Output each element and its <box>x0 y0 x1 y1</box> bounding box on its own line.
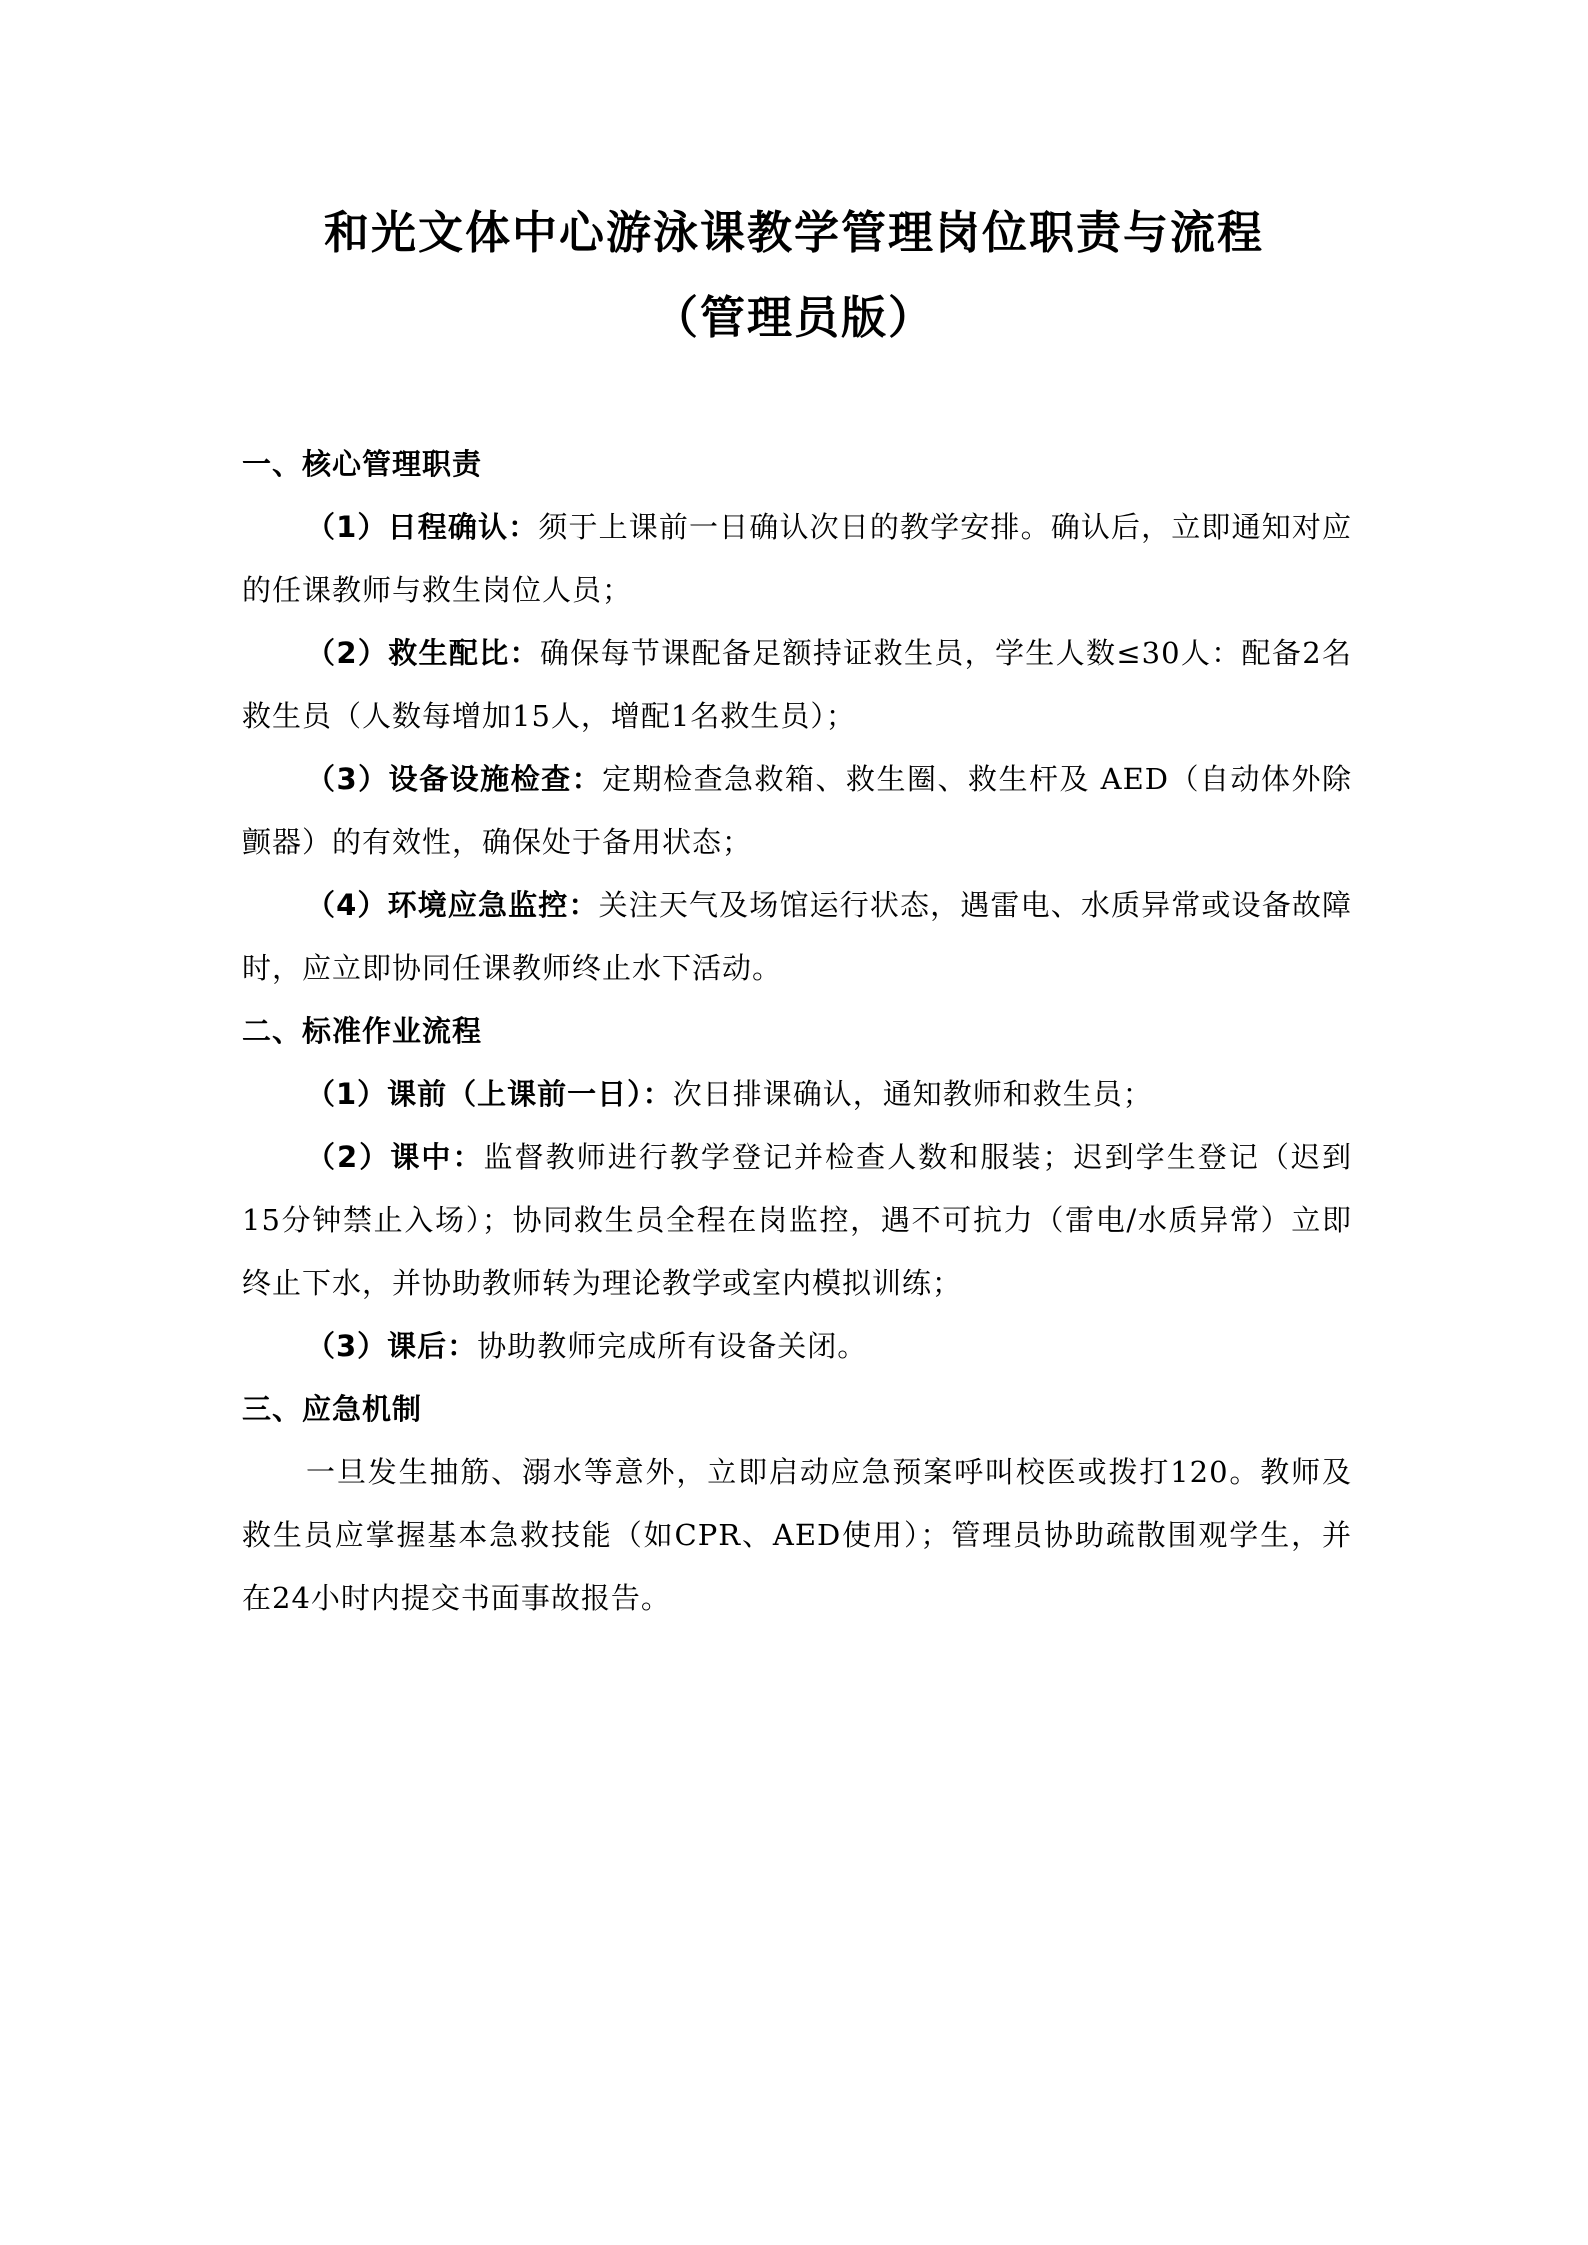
item-text: 一旦发生抽筋、溺水等意外，立即启动应急预案呼叫校医或拨打120。教师及救生员应掌握基本急救技能（如CPR、AED使用）；管理员协助疏散围观学生，并在24小时内提交书面事故报告。 <box>242 1455 1352 1615</box>
list-item <box>242 622 1352 748</box>
list-item <box>242 1315 1352 1378</box>
item-lead: （3）设备设施检查： <box>306 762 603 796</box>
section-heading: 一、核心管理职责 <box>242 447 483 481</box>
item-lead: （2）救生配比： <box>306 636 540 670</box>
list-item <box>242 1063 1352 1126</box>
list-item <box>242 874 1352 1000</box>
list-item <box>242 748 1352 874</box>
item-text: 协助教师完成所有设备关闭。 <box>477 1329 868 1363</box>
item-lead: （3）课后： <box>306 1329 478 1363</box>
item-lead: （2）课中： <box>306 1140 484 1174</box>
item-text: 监督教师进行教学登记并检查人数和服装；迟到学生登记（迟到15分钟禁止入场）；协同救生员全程在岗监控，遇不可抗力（雷电/水质异常）立即终止下水，并协助教师转为理论教学或室内模拟训练； <box>242 1140 1352 1300</box>
document-subtitle: （管理员版） <box>652 291 935 344</box>
item-text: 须于上课前一日确认次日的教学安排。确认后，立即通知对应的任课教师与救生岗位人员； <box>242 510 1352 607</box>
section-heading: 三、应急机制 <box>242 1392 423 1426</box>
list-item <box>242 1126 1352 1315</box>
document-title: 和光文体中心游泳课教学管理岗位职责与流程 <box>323 206 1264 259</box>
item-text: 定期检查急救箱、救生圈、救生杆及 AED（自动体外除颤器）的有效性，确保处于备用状态； <box>242 762 1352 859</box>
list-item <box>242 1441 1352 1630</box>
list-item <box>242 496 1352 622</box>
section-heading: 二、标准作业流程 <box>242 1014 483 1048</box>
item-text: 确保每节课配备足额持证救生员，学生人数≤30人：配备2名救生员（人数每增加15人，增配1名救生员）； <box>242 636 1352 733</box>
document-body <box>242 433 1352 1630</box>
item-lead: （1）日程确认： <box>306 510 539 544</box>
item-text: 关注天气及场馆运行状态，遇雷电、水质异常或设备故障时，应立即协同任课教师终止水下活动。 <box>242 888 1352 985</box>
item-text: 次日排课确认，通知教师和救生员； <box>672 1077 1153 1111</box>
item-lead: （4）环境应急监控： <box>306 888 599 922</box>
item-lead: （1）课前（上课前一日）： <box>306 1077 673 1111</box>
